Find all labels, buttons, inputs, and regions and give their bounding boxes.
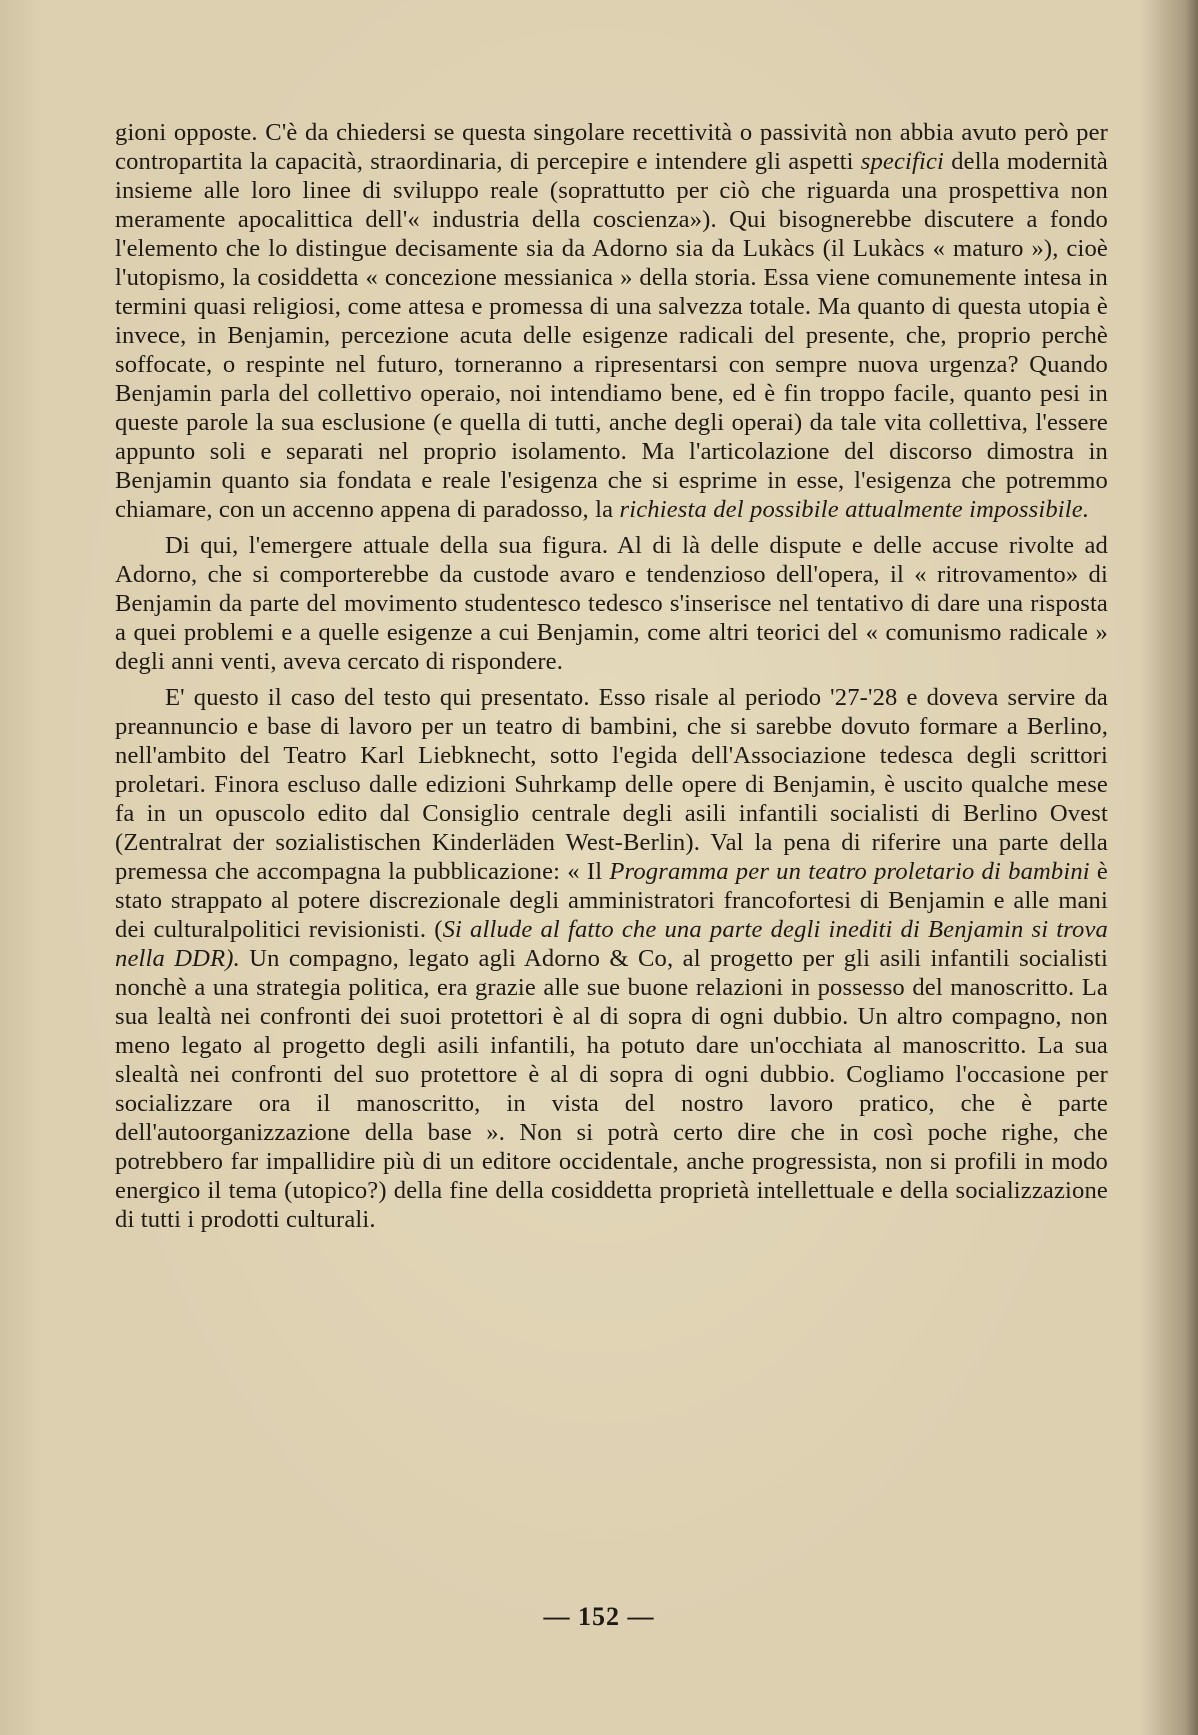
body-text <box>115 118 1108 1241</box>
paragraph-3-text-b: è stato strappato al potere discrezionale degli amministratori francofortesi di Benjamin e alle mani dei culturalpolitici revisionisti. ( <box>115 858 1109 943</box>
paragraph-3 <box>115 683 1108 1234</box>
page-number: — 152 — <box>543 1602 655 1631</box>
paragraph-1-italic-a: specifici <box>860 148 945 175</box>
paragraph-3-text-a: E' questo il caso del testo qui presentato. Esso risale al periodo '27-'28 e doveva servire da preannuncio e base di lavoro per un teatro di bambini, che si sarebbe dovuto formare a Berlino, nell'ambito del Teatro Karl Liebknecht, sotto l'egida dell'Associazione tedesca degli scrittori proletari. Finora escluso dalle edizioni Suhrkamp delle opere di Benjamin, è uscito qualche mese fa in un opuscolo edito dal Consiglio centrale degli asili infantili socialisti di Berlino Ovest (Zentralrat der sozialistischen Kinderläden West-Berlin). Val la pena di riferire una parte della premessa che accompagna la pubblicazione: « Il <box>115 684 1108 885</box>
paragraph-1-text-b: della modernità insieme alle loro linee di sviluppo reale (soprattutto per ciò che riguarda una prospettiva non meramente apocalittica dell'« industria della coscienza»). Qui bisognerebbe discutere a fondo l'elemento che lo distingue decisamente sia da Adorno sia da Lukàcs (il Lukàcs « maturo »), cioè l'utopismo, la cosiddetta « concezione messianica » della storia. Essa viene comunemente intesa in termini quasi religiosi, come attesa e promessa di una salvezza totale. Ma quanto di questa utopia è invece, in Benjamin, percezione acuta delle esigenze radicali del presente, che, proprio perchè soffocate, o respinte nel futuro, torneranno a ripresentarsi con sempre nuova urgenza? Quando Benjamin parla del collettivo operaio, noi intendiamo bene, ed è fin troppo facile, quanto pesi in queste parole la sua esclusione (e quella di tutti, anche degli operai) da tale vita collettiva, l'essere appunto soli e separati nel proprio isolamento. Ma l'articolazione del discorso dimostra in Benjamin quanto sia fondata e reale l'esigenza che si esprime in esse, l'esigenza che potremmo chiamare, con un accenno appena di paradosso, la <box>115 148 1108 523</box>
paragraph-1-italic-b: richiesta del possibile attualmente impossibile. <box>619 496 1090 523</box>
paragraph-3-italic-title: Programma per un teatro proletario di bambini <box>609 858 1090 885</box>
paragraph-1 <box>115 118 1108 524</box>
paragraph-1-text-a: gioni opposte. C'è da chiedersi se questa singolare recettività o passività non abbia avuto però per contropartita la capacità, straordinaria, di percepire e intendere gli aspetti <box>115 119 1108 175</box>
paragraph-3-text-c: Un compagno, legato agli Adorno & Co, al progetto per gli asili infantili socialisti nonchè a una strategia politica, era grazie alle sue buone relazioni in possesso del manoscritto. La sua lealtà nei confronti dei suoi protettori è al di sopra di ogni dubbio. Un altro compagno, non meno legato al progetto degli asili infantili, ha potuto dare un'occhiata al manoscritto. La sua slealtà nei confronti del suo protettore è al di sopra di ogni dubbio. Cogliamo l'occasione per socializzare ora il manoscritto, in vista del nostro lavoro pratico, che è parte dell'autoorganizzazione della base ». Non si potrà certo dire che in così poche righe, che potrebbero far impallidire più di un editore occidentale, anche progressista, non si profili in modo energico il tema (utopico?) della fine della cosiddetta proprietà intellettuale e della socializzazione di tutti i prodotti culturali. <box>115 945 1108 1233</box>
paragraph-3-italic-note: Si allude al fatto che una parte degli inediti di Benjamin si trova nella DDR). <box>115 916 1108 972</box>
paragraph-2: Di qui, l'emergere attuale della sua figura. Al di là delle dispute e delle accuse rivolte ad Adorno, che si comporterebbe da custode avaro e tendenzioso dell'opera, il « ritrovamento» di Benjamin da parte del movimento studentesco tedesco s'inserisce nel tentativo di dare una risposta a quei problemi e a quelle esigenze a cui Benjamin, come altri teorici del « comunismo radicale » degli anni venti, aveva cercato di rispondere. <box>115 532 1108 675</box>
